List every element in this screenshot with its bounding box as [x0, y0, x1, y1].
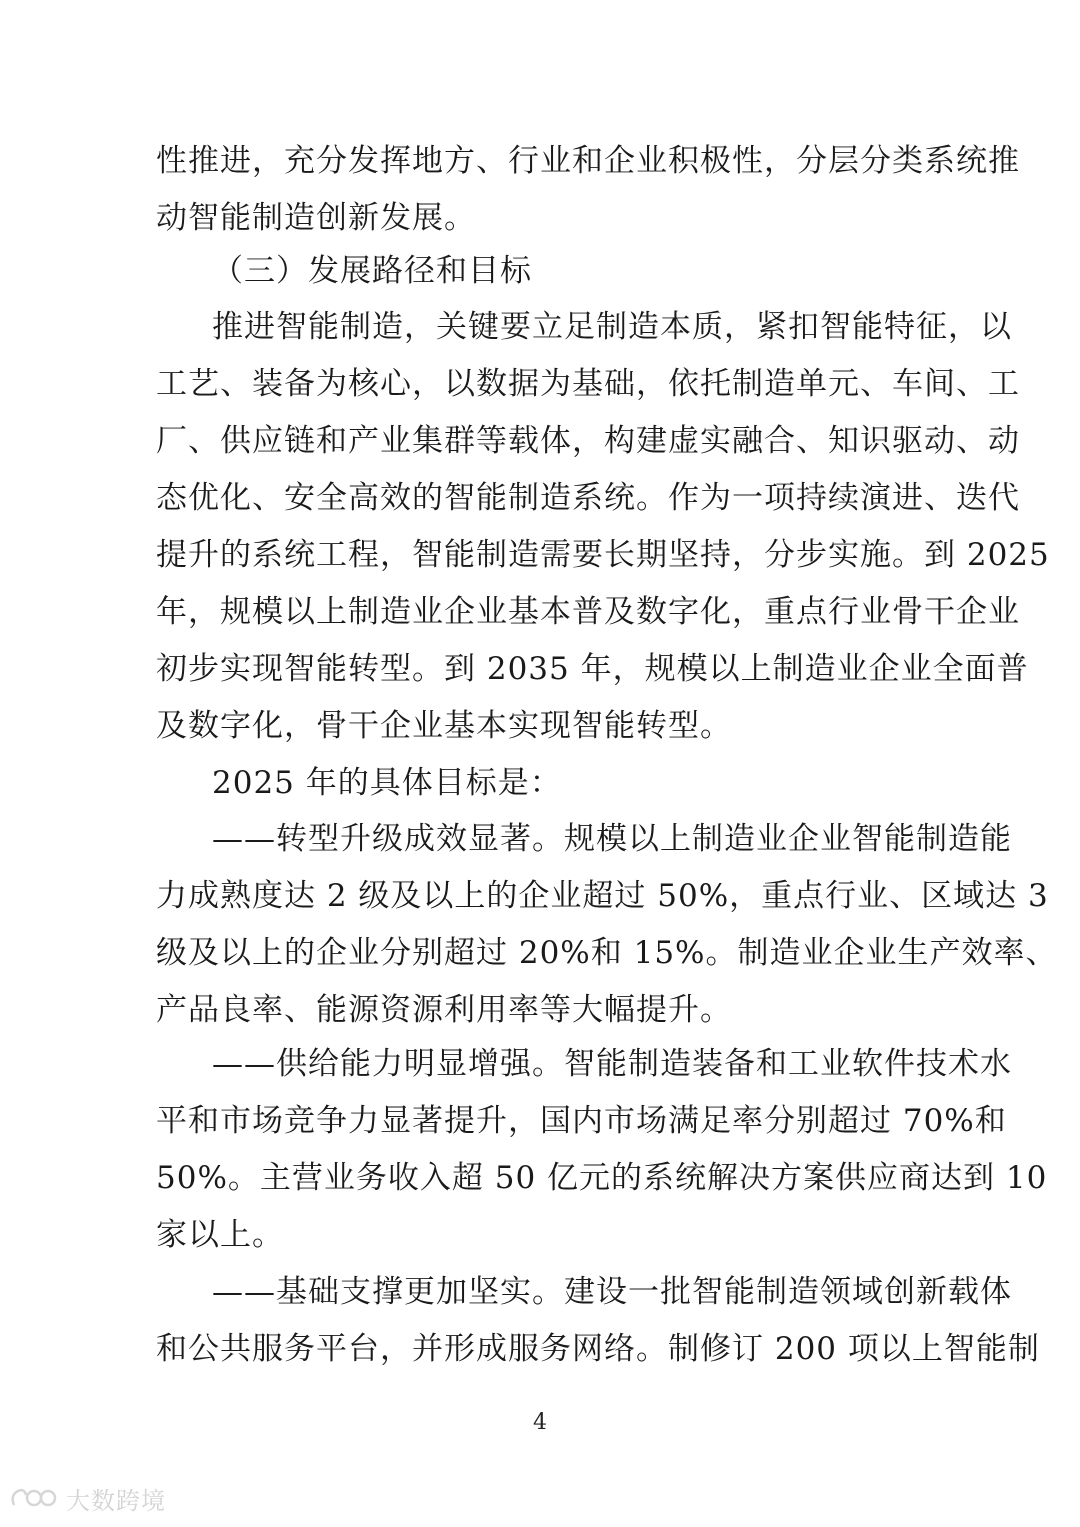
text-line: 年，规模以上制造业企业基本普及数字化，重点行业骨干企业: [156, 594, 1020, 630]
text-line: 初步实现智能转型。到 2035 年，规模以上制造业企业全面普: [156, 651, 1029, 687]
text-line: ——基础支撑更加坚实。建设一批智能制造领域创新载体: [212, 1274, 1012, 1310]
paragraph-continuation: [156, 133, 1020, 247]
text-line: 及数字化，骨干企业基本实现智能转型。: [156, 708, 732, 744]
text-line: ——供给能力明显增强。智能制造装备和工业软件技术水: [212, 1046, 1012, 1082]
paragraph-goal-supply: [156, 1036, 1048, 1264]
section-heading: [156, 243, 924, 300]
text-line: 50%。主营业务收入超 50 亿元的系统解决方案供应商达到 10: [156, 1160, 1048, 1196]
text-line: 工艺、装备为核心，以数据为基础，依托制造单元、车间、工: [156, 366, 1020, 402]
section-heading-text: （三）发展路径和目标: [212, 253, 532, 289]
text-line: 推进智能制造，关键要立足制造本质，紧扣智能特征，以: [212, 309, 1012, 345]
text-line: 级及以上的企业分别超过 20%和 15%。制造业企业生产效率、: [156, 935, 1058, 971]
text-line: 态优化、安全高效的智能制造系统。作为一项持续演进、迭代: [156, 480, 1020, 516]
paragraph-goal-transformation: [156, 811, 1058, 1039]
watermark: [8, 1478, 166, 1518]
text-line: ——转型升级成效显著。规模以上制造业企业智能制造能: [212, 821, 1012, 857]
watermark-logo-icon: [8, 1483, 60, 1513]
text-line: 提升的系统工程，智能制造需要长期坚持，分步实施。到 2025: [156, 537, 1050, 573]
paragraph-goal-foundation: [156, 1264, 1040, 1378]
text-line: 动智能制造创新发展。: [156, 200, 476, 236]
text-line: 产品良率、能源资源利用率等大幅提升。: [156, 992, 732, 1028]
text-line: 平和市场竞争力显著提升，国内市场满足率分别超过 70%和: [156, 1103, 1007, 1139]
text-line: 和公共服务平台，并形成服务网络。制修订 200 项以上智能制: [156, 1331, 1040, 1367]
text-line: 家以上。: [156, 1217, 284, 1253]
paragraph-development-path: [156, 299, 1050, 755]
page-number: 4: [533, 1410, 547, 1435]
text-line: 2025 年的具体目标是：: [212, 765, 562, 801]
text-line: 性推进，充分发挥地方、行业和企业积极性，分层分类系统推: [156, 143, 1020, 179]
text-line: 厂、供应链和产业集群等载体，构建虚实融合、知识驱动、动: [156, 423, 1020, 459]
watermark-text: 大数跨境: [66, 1486, 166, 1515]
paragraph-goals-intro: [156, 755, 924, 812]
text-line: 力成熟度达 2 级及以上的企业超过 50%，重点行业、区域达 3: [156, 878, 1049, 914]
